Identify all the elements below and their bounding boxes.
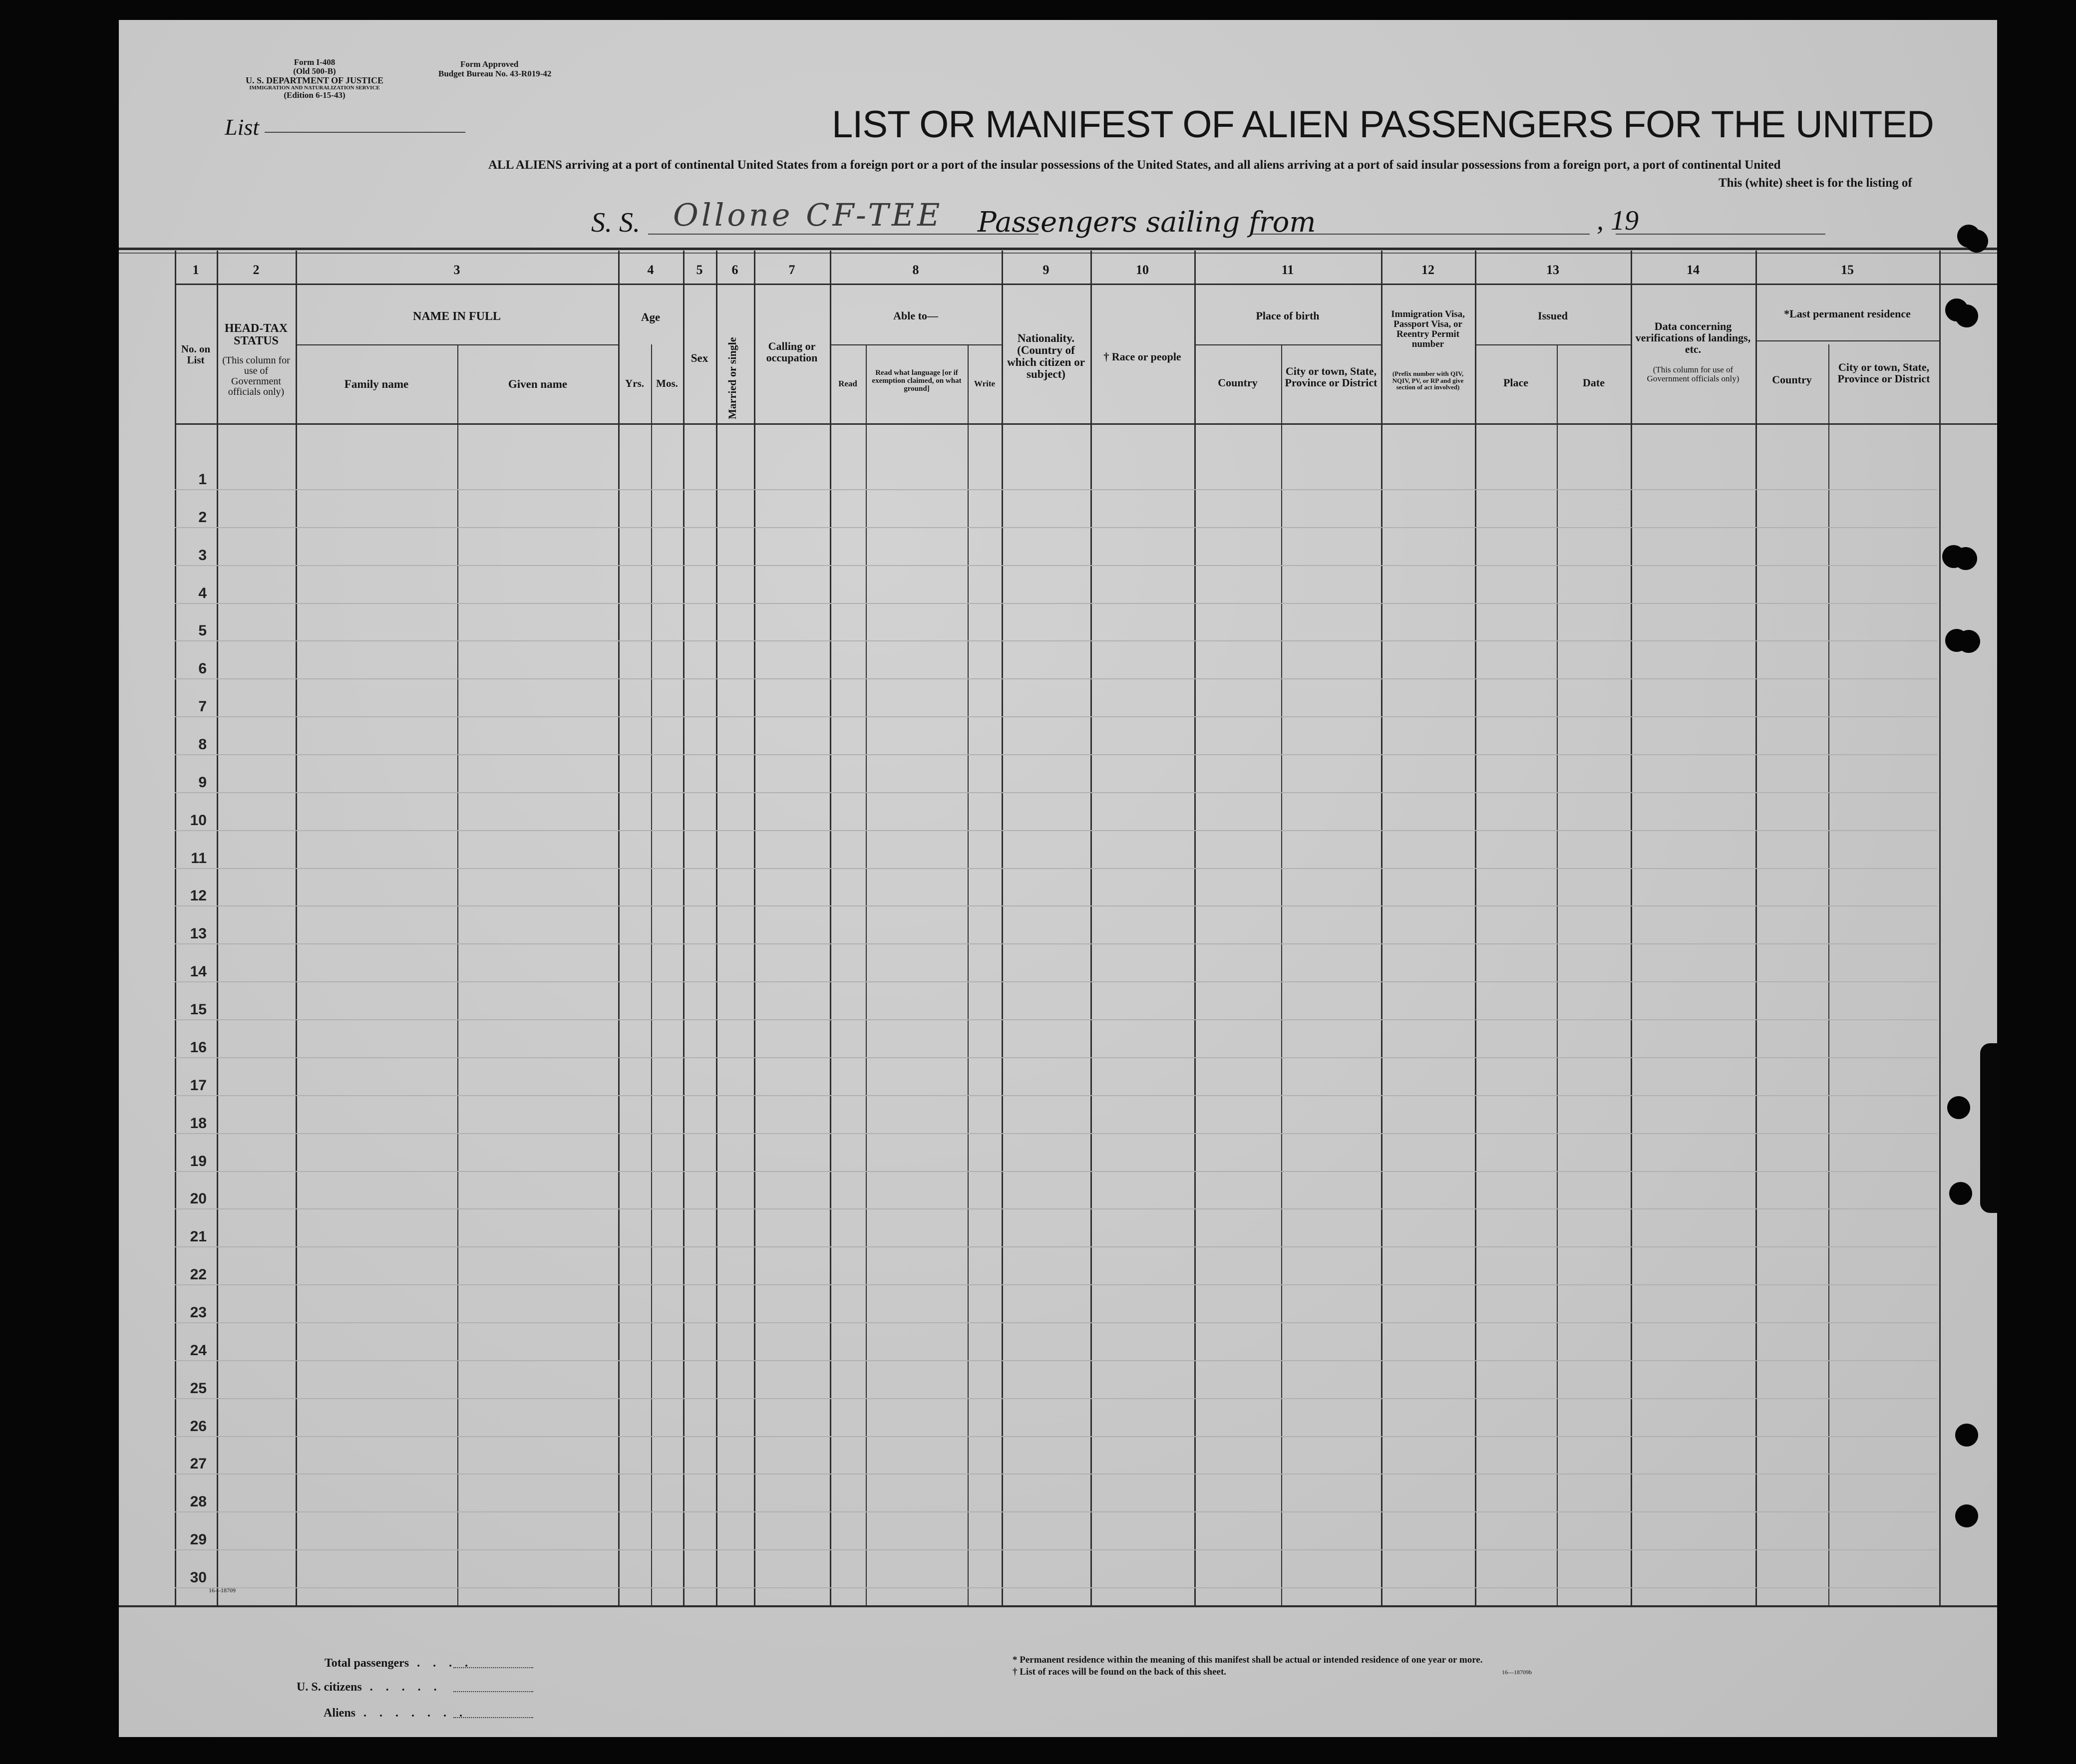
subheader-rule	[296, 344, 618, 345]
col-divider	[1002, 251, 1003, 1606]
row-number: 28	[190, 1493, 207, 1510]
row-number: 16	[190, 1039, 207, 1056]
punch-hole	[1965, 230, 1988, 253]
row-number: 30	[190, 1569, 207, 1586]
row-number: 15	[190, 1001, 207, 1018]
row-number: 10	[190, 812, 207, 829]
total-passengers-field[interactable]	[453, 1667, 533, 1668]
column-number: 14	[1687, 263, 1700, 277]
header-verifications-note: (This column for use of Government officials only)	[1647, 365, 1739, 383]
row-number: 26	[190, 1418, 207, 1435]
column-number: 11	[1281, 263, 1294, 277]
row-rule	[175, 830, 1937, 831]
row-rule	[175, 603, 1937, 604]
col-divider	[217, 251, 218, 1606]
row-number: 7	[198, 698, 207, 715]
col-divider	[1557, 344, 1558, 1606]
subheader-rule	[1475, 344, 1631, 345]
punch-hole	[1949, 1182, 1972, 1205]
subheader-rule	[1194, 344, 1381, 345]
row-number: 12	[190, 887, 207, 904]
row-rule	[175, 1398, 1937, 1399]
col-divider	[754, 251, 755, 1606]
row-rule	[175, 640, 1937, 641]
row-number: 18	[190, 1115, 207, 1132]
col-divider	[830, 251, 831, 1606]
row-number: 11	[191, 850, 207, 867]
us-citizens-label: U. S. citizens . . . . .	[297, 1681, 442, 1694]
punch-hole	[1955, 1504, 1978, 1527]
row-number: 6	[198, 660, 207, 677]
row-rule	[175, 905, 1937, 906]
column-number-rule	[175, 284, 1997, 285]
subtitle-line-2: This (white) sheet is for the listing of	[1719, 176, 1912, 190]
row-rule	[175, 1133, 1937, 1134]
row-number: 8	[198, 736, 207, 753]
table-bottom-border	[119, 1605, 1997, 1607]
row-rule	[175, 1511, 1937, 1512]
col-divider	[683, 251, 685, 1606]
column-number: 7	[788, 263, 795, 277]
row-number: 20	[190, 1190, 207, 1207]
row-number: 27	[190, 1456, 207, 1472]
header-visa-note: (Prefix number with QIV, NQIV, PV, or RP and give section of act involved)	[1392, 370, 1464, 391]
row-rule	[175, 868, 1937, 869]
form-old-number: (Old 500-B)	[293, 66, 336, 76]
col-divider	[1755, 251, 1757, 1606]
row-rule	[175, 565, 1937, 566]
punch-hole	[1955, 304, 1978, 327]
row-number: 1	[198, 471, 207, 488]
row-number: 14	[190, 963, 207, 980]
row-rule	[175, 943, 1937, 944]
list-number-field[interactable]	[265, 132, 465, 133]
row-rule	[175, 527, 1937, 528]
row-number: 4	[198, 585, 207, 601]
header-married-single: Married or single	[726, 337, 738, 419]
total-passengers-text: Total passengers	[325, 1657, 409, 1670]
col-divider	[175, 251, 176, 1606]
us-citizens-field[interactable]	[453, 1691, 533, 1692]
row-number: 3	[198, 547, 207, 564]
col-divider	[1090, 251, 1092, 1606]
budget-bureau-label: Budget Bureau No. 43-R019-42	[438, 68, 552, 78]
print-code-left: 16—18709	[209, 1587, 236, 1594]
column-number: 3	[453, 263, 460, 277]
row-number: 21	[190, 1228, 207, 1245]
sailing-port-field[interactable]	[1252, 234, 1590, 235]
col-divider	[1828, 344, 1829, 1606]
header-sex: Sex	[691, 352, 708, 364]
col-divider	[1475, 251, 1476, 1606]
row-number: 24	[190, 1342, 207, 1359]
col-divider	[716, 251, 717, 1606]
column-number: 10	[1136, 263, 1149, 277]
row-rule	[175, 1171, 1937, 1172]
col-divider	[1194, 251, 1196, 1606]
subheader-rule	[830, 344, 1002, 345]
form-approved-label: Form Approved	[460, 59, 519, 69]
row-rule	[175, 678, 1937, 679]
punch-hole	[1947, 1096, 1970, 1119]
header-no-on-list: No. on List	[181, 343, 211, 366]
row-rule	[175, 1208, 1937, 1209]
header-place-of-birth: Place of birth	[1256, 309, 1320, 322]
header-family-name: Family name	[344, 378, 409, 390]
aliens-label: Aliens . . . . . . .	[324, 1707, 468, 1720]
header-issued: Issued	[1538, 309, 1568, 322]
row-rule	[175, 716, 1937, 717]
header-last-residence: *Last permanent residence	[1784, 307, 1911, 320]
row-rule	[175, 1095, 1937, 1096]
torn-edge	[1980, 1043, 2000, 1213]
col-divider	[1631, 251, 1632, 1606]
row-rule	[175, 489, 1937, 490]
row-rule	[175, 1246, 1937, 1247]
row-rule	[175, 1322, 1937, 1323]
column-number: 6	[731, 263, 738, 277]
header-residence-country: Country	[1772, 373, 1812, 386]
aliens-field[interactable]	[453, 1717, 533, 1718]
row-rule	[175, 1019, 1937, 1020]
punch-hole	[1954, 547, 1977, 570]
row-number: 23	[190, 1304, 207, 1321]
us-citizens-text: U. S. citizens	[297, 1681, 362, 1694]
header-bottom-rule	[175, 423, 1997, 425]
punch-hole	[1955, 1424, 1978, 1447]
header-race: † Race or people	[1103, 350, 1181, 363]
total-passengers-label: Total passengers . . . .	[325, 1657, 473, 1670]
col-divider	[866, 344, 867, 1606]
subtitle-line: ALL ALIENS arriving at a port of continental United States from a foreign port or a port of the insular possessions of the United States, and all aliens arriving at a port of said insular possessions from a foreign port, a port of continental United	[488, 158, 1781, 172]
subheader-rule	[1755, 340, 1939, 341]
column-number: 12	[1421, 263, 1434, 277]
page-title: LIST OR MANIFEST OF ALIEN PASSENGERS FOR THE UNITED	[832, 103, 1934, 146]
col-divider	[1939, 251, 1941, 1606]
header-visa: Immigration Visa, Passport Visa, or Reentry Permit number	[1391, 309, 1465, 349]
col-divider	[457, 344, 458, 1606]
header-name-in-full: NAME IN FULL	[412, 310, 501, 323]
header-birth-country: Country	[1218, 376, 1258, 389]
table-top-border-inner	[119, 253, 1997, 254]
ss-label: S. S.	[591, 207, 640, 238]
sailing-from-label: Passengers sailing from	[978, 206, 1316, 239]
col-divider	[618, 251, 620, 1606]
row-rule	[175, 792, 1937, 793]
header-read: Read	[838, 379, 857, 388]
edition-label: (Edition 6-15-43)	[284, 90, 346, 100]
header-residence-city: City or town, State, Province or District	[1837, 361, 1930, 385]
print-code-right: 16—18709b	[1502, 1669, 1532, 1676]
header-age-years: Yrs.	[625, 377, 644, 389]
form-number: Form I-408	[294, 57, 336, 67]
column-number: 9	[1042, 263, 1049, 277]
year-label: , 19	[1597, 205, 1639, 236]
row-rule	[175, 1284, 1937, 1285]
col-divider	[296, 251, 297, 1606]
table-top-border	[119, 248, 1997, 250]
row-rule	[175, 754, 1937, 755]
note-list-of-races: † List of races will be found on the back of this sheet.	[1013, 1667, 1227, 1677]
form-id-block	[235, 58, 394, 100]
col-divider	[968, 344, 969, 1606]
row-number: 2	[198, 509, 207, 526]
service-name: IMMIGRATION AND NATURALIZATION SERVICE	[249, 84, 380, 91]
column-number: 2	[253, 263, 260, 277]
col-divider	[1281, 344, 1282, 1606]
column-number: 1	[192, 263, 199, 277]
col-divider	[1381, 251, 1383, 1606]
header-age: Age	[641, 311, 661, 323]
approval-block	[438, 60, 551, 78]
row-number: 25	[190, 1380, 207, 1397]
note-permanent-residence: * Permanent residence within the meaning of this manifest shall be actual or intended residence of one year or more.	[1013, 1655, 1483, 1665]
header-given-name: Given name	[508, 378, 568, 390]
header-nationality: Nationality. (Country of which citizen or subject)	[1007, 332, 1085, 381]
row-rule	[175, 1436, 1937, 1437]
row-number: 19	[190, 1153, 207, 1170]
ship-name[interactable]: Ollone CF-TEE	[673, 197, 943, 233]
row-rule	[175, 1587, 1937, 1588]
row-rule	[175, 1473, 1937, 1474]
row-number: 17	[190, 1077, 207, 1094]
header-write: Write	[974, 379, 996, 388]
row-rule	[175, 1549, 1937, 1550]
column-number: 5	[696, 263, 703, 277]
column-number: 13	[1546, 263, 1559, 277]
department-name: U. S. DEPARTMENT OF JUSTICE	[245, 75, 384, 85]
header-birth-city: City or town, State, Province or District	[1285, 365, 1378, 389]
header-head-tax: HEAD-TAX STATUS	[224, 322, 288, 348]
manifest-sheet	[119, 20, 1997, 1737]
header-issued-place: Place	[1503, 376, 1529, 389]
column-number: 4	[647, 263, 654, 277]
column-number: 15	[1841, 263, 1854, 277]
header-read-language: Read what language [or if exemption claimed, on what ground]	[872, 369, 962, 393]
column-number: 8	[912, 263, 919, 277]
list-label: List	[225, 114, 260, 140]
header-age-months: Mos.	[656, 377, 678, 389]
row-number: 13	[190, 925, 207, 942]
punch-hole	[1957, 630, 1980, 653]
header-issued-date: Date	[1583, 376, 1605, 389]
header-verifications: Data concerning verifications of landings, etc.	[1635, 320, 1751, 356]
row-rule	[175, 981, 1937, 982]
row-rule	[175, 1360, 1937, 1361]
row-rule	[175, 1057, 1937, 1058]
header-able-to: Able to—	[893, 309, 938, 322]
sailing-date-field[interactable]	[1616, 234, 1825, 235]
row-number: 22	[190, 1266, 207, 1283]
col-divider	[651, 344, 652, 1606]
header-head-tax-note: (This column for use of Government officials only)	[222, 355, 290, 397]
row-number: 29	[190, 1531, 207, 1548]
row-number: 9	[198, 774, 207, 791]
aliens-text: Aliens	[324, 1707, 356, 1720]
row-number: 5	[198, 622, 207, 639]
header-calling: Calling or occupation	[766, 340, 818, 364]
